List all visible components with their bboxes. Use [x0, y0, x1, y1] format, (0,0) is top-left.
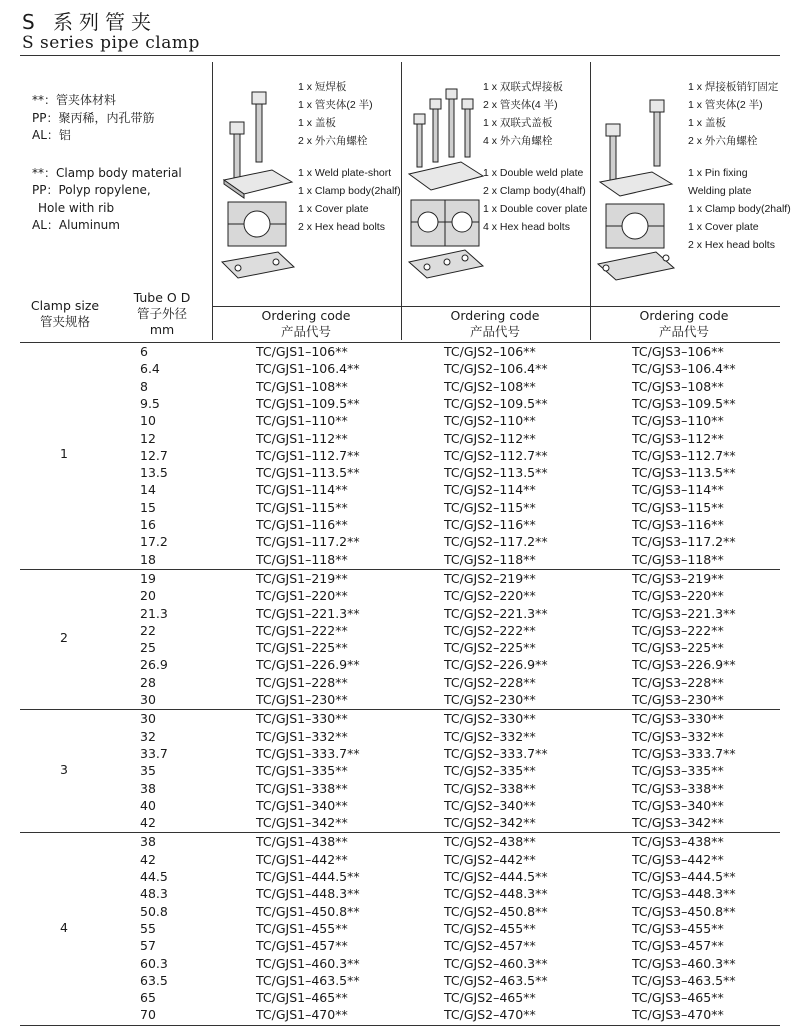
ordering-code-cell: TC/GJS1–106.4**	[256, 361, 360, 377]
ordering-code-cell: TC/GJS1–333.7**	[256, 745, 360, 761]
ordering-code-cell: TC/GJS3–333.7**	[632, 745, 736, 761]
tube-od-cell: 42	[140, 815, 156, 831]
clamp-size-cell: 2	[60, 630, 68, 646]
ordering-code-cell: TC/GJS1–442**	[256, 851, 348, 867]
ordering-code-cell: TC/GJS2–112**	[444, 430, 536, 446]
ordering-code-cell: TC/GJS2–442**	[444, 851, 536, 867]
ordering-code-cell: TC/GJS2–342**	[444, 815, 536, 831]
title-underline	[20, 55, 780, 56]
tube-od-cell: 6.4	[140, 361, 160, 377]
ordering-code-cell: TC/GJS3–470**	[632, 1007, 724, 1023]
ordering-code-cell: TC/GJS3–222**	[632, 622, 724, 638]
tube-od-cell: 70	[140, 1007, 156, 1023]
kit-2-parts	[483, 78, 587, 236]
ordering-code-cell: TC/GJS1–470**	[256, 1007, 348, 1023]
ordering-code-cell: TC/GJS1–444.5**	[256, 869, 360, 884]
kit-1-zh-4: 2 x 外六角螺栓	[298, 135, 368, 147]
ordering-code-cell: TC/GJS2–226.9**	[444, 657, 548, 673]
ordering-code-cell: TC/GJS3–438**	[632, 834, 724, 850]
ordering-code-cell: TC/GJS1–112.7**	[256, 447, 360, 463]
tube-od-cell: 13.5	[140, 465, 168, 481]
kit-1-en-3: 1 x Cover plate	[298, 203, 369, 215]
ordering-code-cell: TC/GJS3–444.5**	[632, 869, 736, 884]
ordering-code-cell: TC/GJS3–225**	[632, 640, 724, 656]
ordering-code-cell: TC/GJS2–438**	[444, 834, 536, 850]
header-tube-od	[120, 290, 204, 338]
ordering-code-cell: TC/GJS2–115**	[444, 499, 536, 515]
tube-od-cell: 8	[140, 378, 148, 394]
tube-od-cell: 65	[140, 990, 156, 1006]
ordering-code-cell: TC/GJS2–109.5**	[444, 395, 548, 411]
tube-od-cell: 33.7	[140, 745, 168, 761]
tube-od-cell: 35	[140, 763, 156, 779]
kit-divider-3	[590, 62, 591, 340]
ordering-code-cell: TC/GJS1–463.5**	[256, 972, 360, 988]
tube-od-cell: 6	[140, 344, 148, 359]
page-title-chinese: S 系列管夹	[22, 10, 158, 34]
ordering-code-cell: TC/GJS1–457**	[256, 938, 348, 954]
table-bottom-line	[20, 1025, 780, 1026]
ordering-code-en-3: Ordering code	[639, 308, 729, 323]
ordering-code-cell: TC/GJS3–332**	[632, 728, 724, 744]
ordering-code-cell: TC/GJS1–106**	[256, 344, 348, 359]
ordering-code-cell: TC/GJS3–117.2**	[632, 534, 736, 550]
ordering-code-cell: TC/GJS2–116**	[444, 517, 536, 532]
tube-od-cell: 18	[140, 551, 156, 567]
ordering-code-cell: TC/GJS2–117.2**	[444, 534, 548, 550]
ordering-code-cell: TC/GJS1–335**	[256, 763, 348, 779]
ordering-code-cell: TC/GJS2–463.5**	[444, 972, 548, 988]
ordering-code-cell: TC/GJS1–226.9**	[256, 657, 360, 673]
header-clamp-size	[22, 298, 108, 330]
header-ordering-code-3	[594, 308, 774, 340]
ordering-code-cell: TC/GJS2–113.5**	[444, 465, 548, 481]
ordering-code-cell: TC/GJS3–338**	[632, 780, 724, 796]
kit-1-zh-3: 1 x 盖板	[298, 117, 336, 129]
ordering-code-cell: TC/GJS2–114**	[444, 482, 536, 498]
tube-od-cell: 21.3	[140, 605, 168, 621]
ordering-code-cell: TC/GJS3–219**	[632, 570, 724, 586]
ordering-code-cell: TC/GJS2–112.7**	[444, 447, 548, 463]
legend-en-1: **：Clamp body material	[32, 165, 182, 180]
tube-od-cell: 19	[140, 570, 156, 586]
ordering-code-cell: TC/GJS3–108**	[632, 378, 724, 394]
ordering-code-cell: TC/GJS3–106**	[632, 344, 724, 359]
ordering-code-cell: TC/GJS2–450.8**	[444, 903, 548, 919]
ordering-code-cell: TC/GJS2–225**	[444, 640, 536, 656]
ordering-code-cell: TC/GJS3–450.8**	[632, 903, 736, 919]
legend-en-2: PP：Polyp ropylene,	[32, 183, 151, 197]
kit-3-en-2: Welding plate	[688, 185, 752, 197]
tube-od-cell: 50.8	[140, 903, 168, 919]
kit-single-clamp	[216, 62, 400, 302]
clamp-size-cell: 1	[60, 446, 68, 462]
tube-od-cell: 20	[140, 588, 156, 604]
tube-od-cell: 48.3	[140, 886, 168, 902]
ordering-code-cell: TC/GJS2–338**	[444, 780, 536, 796]
legend-zh-2: PP：聚丙稀，内孔带筋	[32, 110, 155, 125]
ordering-code-cell: TC/GJS3–342**	[632, 815, 724, 831]
tube-od-cell: 9.5	[140, 395, 160, 411]
tube-od-cell: 30	[140, 711, 156, 727]
kit-2-en-1: 1 x Double weld plate	[483, 167, 584, 179]
kit-3-en-4: 1 x Cover plate	[688, 221, 759, 233]
ordering-code-cell: TC/GJS1–230**	[256, 692, 348, 707]
kit-2-en-4: 4 x Hex head bolts	[483, 221, 570, 233]
ordering-code-cell: TC/GJS2–221.3**	[444, 605, 548, 621]
kit-2-zh-1: 1 x 双联式焊接板	[483, 81, 563, 93]
single-clamp-drawing	[216, 62, 296, 292]
ordering-code-cell: TC/GJS1–110**	[256, 413, 348, 429]
ordering-code-en-1: Ordering code	[261, 308, 351, 323]
tube-od-cell: 22	[140, 622, 156, 638]
ordering-code-cell: TC/GJS1–220**	[256, 588, 348, 604]
kit-2-en-2: 2 x Clamp body(4half)	[483, 185, 586, 197]
ordering-code-zh-3: 产品代号	[658, 324, 709, 339]
ordering-code-cell: TC/GJS3–460.3**	[632, 955, 736, 971]
ordering-code-cell: TC/GJS3–340**	[632, 797, 724, 813]
ordering-code-cell: TC/GJS1–118**	[256, 551, 348, 567]
ordering-code-cell: TC/GJS3–226.9**	[632, 657, 736, 673]
ordering-code-cell: TC/GJS3–115**	[632, 499, 724, 515]
ordering-code-cell: TC/GJS1–340**	[256, 797, 348, 813]
ordering-code-cell: TC/GJS1–221.3**	[256, 605, 360, 621]
ordering-code-cell: TC/GJS2–457**	[444, 938, 536, 954]
page-title-english: S series pipe clamp	[22, 33, 200, 53]
tube-od-cell: 14	[140, 482, 156, 498]
ordering-code-cell: TC/GJS2–230**	[444, 692, 536, 707]
kit-3-en-3: 1 x Clamp body(2half)	[688, 203, 791, 215]
ordering-code-cell: TC/GJS3–116**	[632, 517, 724, 532]
ordering-code-cell: TC/GJS3–112**	[632, 430, 724, 446]
ordering-code-cell: TC/GJS3–114**	[632, 482, 724, 498]
tube-od-cell: 60.3	[140, 955, 168, 971]
ordering-code-cell: TC/GJS2–110**	[444, 413, 536, 429]
ordering-code-cell: TC/GJS1–455**	[256, 920, 348, 936]
tube-od-cell: 15	[140, 499, 156, 515]
tube-od-cell: 32	[140, 728, 156, 744]
ordering-code-cell: TC/GJS3–455**	[632, 920, 724, 936]
kit-1-parts	[298, 78, 401, 236]
tube-od-cell: 28	[140, 674, 156, 690]
tube-od-cell: 26.9	[140, 657, 168, 673]
legend-en-3: Hole with rib	[38, 200, 115, 215]
material-legend	[32, 92, 182, 235]
ordering-code-cell: TC/GJS3–110**	[632, 413, 724, 429]
ordering-code-cell: TC/GJS3–335**	[632, 763, 724, 779]
ordering-code-cell: TC/GJS1–117.2**	[256, 534, 360, 550]
tube-od-cell: 12.7	[140, 447, 168, 463]
ordering-code-cell: TC/GJS2–106**	[444, 344, 536, 359]
ordering-code-cell: TC/GJS1–114**	[256, 482, 348, 498]
ordering-code-cell: TC/GJS1–228**	[256, 674, 348, 690]
kit-3-zh-1: 1 x 焊接板销钉固定	[688, 81, 779, 93]
ordering-code-cell: TC/GJS2–108**	[444, 378, 536, 394]
kit-divider-1	[212, 62, 213, 340]
kit-1-en-4: 2 x Hex head bolts	[298, 221, 385, 233]
ordering-code-cell: TC/GJS3–220**	[632, 588, 724, 604]
ordering-code-cell: TC/GJS3–221.3**	[632, 605, 736, 621]
tube-od-cell: 25	[140, 640, 156, 656]
ordering-code-zh-2: 产品代号	[469, 324, 520, 339]
tube-od-cell: 38	[140, 780, 156, 796]
header-ordering-code-1	[216, 308, 396, 340]
ordering-code-cell: TC/GJS3–106.4**	[632, 361, 736, 377]
tube-od-cell: 17.2	[140, 534, 168, 550]
legend-en-4: AL：Aluminum	[32, 218, 120, 232]
ordering-code-cell: TC/GJS3–448.3**	[632, 886, 736, 902]
ordering-code-cell: TC/GJS2–465**	[444, 990, 536, 1006]
header-clamp-size-en: Clamp size	[30, 298, 100, 313]
ordering-code-cell: TC/GJS1–438**	[256, 834, 348, 850]
header-tube-od-zh: 管子外径	[136, 306, 187, 321]
kit-3-en-1: 1 x Pin fixing	[688, 167, 748, 179]
header-tube-od-en: Tube O D	[133, 290, 191, 305]
kit-1-zh-1: 1 x 短焊板	[298, 81, 347, 93]
ordering-code-cell: TC/GJS2–448.3**	[444, 886, 548, 902]
ordering-code-cell: TC/GJS2–333.7**	[444, 745, 548, 761]
kit-1-zh-2: 1 x 管夹体(2 半)	[298, 99, 373, 111]
kit-1-en-2: 1 x Clamp body(2half)	[298, 185, 401, 197]
tube-od-cell: 63.5	[140, 972, 168, 988]
ordering-code-cell: TC/GJS3–465**	[632, 990, 724, 1006]
ordering-code-cell: TC/GJS1–225**	[256, 640, 348, 656]
ordering-code-cell: TC/GJS2–118**	[444, 551, 536, 567]
ordering-code-cell: TC/GJS2–220**	[444, 588, 536, 604]
tube-od-cell: 38	[140, 834, 156, 850]
ordering-code-cell: TC/GJS1–465**	[256, 990, 348, 1006]
ordering-code-cell: TC/GJS2–335**	[444, 763, 536, 779]
ordering-code-cell: TC/GJS3–442**	[632, 851, 724, 867]
tube-od-cell: 44.5	[140, 869, 168, 884]
ordering-code-cell: TC/GJS2–228**	[444, 674, 536, 690]
ordering-code-cell: TC/GJS3–113.5**	[632, 465, 736, 481]
legend-zh-1: **：管夹体材料	[32, 93, 117, 107]
ordering-code-cell: TC/GJS3–109.5**	[632, 395, 736, 411]
ordering-code-cell: TC/GJS1–338**	[256, 780, 348, 796]
ordering-code-cell: TC/GJS2–219**	[444, 570, 536, 586]
ordering-code-cell: TC/GJS1–108**	[256, 378, 348, 394]
ordering-code-cell: TC/GJS3–463.5**	[632, 972, 736, 988]
kit-1-en-1: 1 x Weld plate-short	[298, 167, 392, 179]
ordering-code-cell: TC/GJS1–113.5**	[256, 465, 360, 481]
ordering-code-cell: TC/GJS1–116**	[256, 517, 348, 532]
ordering-code-cell: TC/GJS2–330**	[444, 711, 536, 727]
ordering-code-cell: TC/GJS2–460.3**	[444, 955, 548, 971]
kit-2-en-3: 1 x Double cover plate	[483, 203, 588, 215]
ordering-code-cell: TC/GJS1–115**	[256, 499, 348, 515]
kit-double-clamp	[405, 62, 589, 302]
ordering-code-cell: TC/GJS1–450.8**	[256, 903, 360, 919]
tube-od-cell: 40	[140, 797, 156, 813]
kit-3-parts	[688, 78, 791, 254]
ordering-code-cell: TC/GJS2–455**	[444, 920, 536, 936]
ordering-code-cell: TC/GJS1–342**	[256, 815, 348, 831]
ordering-code-cell: TC/GJS1–112**	[256, 430, 348, 446]
double-clamp-drawing	[405, 62, 485, 292]
kit-3-zh-2: 1 x 管夹体(2 半)	[688, 99, 763, 111]
ordering-code-cell: TC/GJS3–457**	[632, 938, 724, 954]
ordering-code-en-2: Ordering code	[450, 308, 540, 323]
ordering-code-cell: TC/GJS1–460.3**	[256, 955, 360, 971]
header-clamp-size-zh: 管夹规格	[39, 314, 90, 329]
ordering-code-cell: TC/GJS3–230**	[632, 692, 724, 707]
ordering-code-cell: TC/GJS2–222**	[444, 622, 536, 638]
tube-od-cell: 30	[140, 692, 156, 707]
ordering-code-cell: TC/GJS1–448.3**	[256, 886, 360, 902]
ordering-code-cell: TC/GJS1–222**	[256, 622, 348, 638]
ordering-code-cell: TC/GJS2–106.4**	[444, 361, 548, 377]
tube-od-cell: 10	[140, 413, 156, 429]
ordering-code-header-top	[212, 306, 780, 307]
ordering-code-cell: TC/GJS3–330**	[632, 711, 724, 727]
legend-zh-3: AL：铝	[32, 128, 71, 142]
tube-od-cell: 55	[140, 920, 156, 936]
ordering-code-cell: TC/GJS3–118**	[632, 551, 724, 567]
kit-2-zh-3: 1 x 双联式盖板	[483, 117, 553, 129]
ordering-code-cell: TC/GJS1–219**	[256, 570, 348, 586]
tube-od-cell: 42	[140, 851, 156, 867]
ordering-code-cell: TC/GJS2–470**	[444, 1007, 536, 1023]
ordering-code-cell: TC/GJS3–228**	[632, 674, 724, 690]
kit-2-zh-4: 4 x 外六角螺栓	[483, 135, 553, 147]
kit-divider-2	[401, 62, 402, 340]
header-tube-od-unit: mm	[149, 322, 175, 337]
ordering-code-cell: TC/GJS3–112.7**	[632, 447, 736, 463]
tube-od-cell: 12	[140, 430, 156, 446]
clamp-size-cell: 4	[60, 919, 68, 935]
ordering-code-cell: TC/GJS1–109.5**	[256, 395, 360, 411]
kit-3-zh-3: 1 x 盖板	[688, 117, 726, 129]
clamp-size-cell: 3	[60, 761, 68, 777]
header-ordering-code-2	[405, 308, 585, 340]
kit-2-zh-2: 2 x 管夹体(4 半)	[483, 99, 558, 111]
ordering-code-zh-1: 产品代号	[280, 324, 331, 339]
pin-fixing-clamp-drawing	[594, 62, 678, 292]
tube-od-cell: 16	[140, 517, 156, 532]
ordering-code-cell: TC/GJS1–332**	[256, 728, 348, 744]
ordering-code-cell: TC/GJS2–340**	[444, 797, 536, 813]
kit-pin-fixing-clamp	[594, 62, 790, 302]
ordering-code-cell: TC/GJS2–444.5**	[444, 869, 548, 884]
tube-od-cell: 57	[140, 938, 156, 954]
ordering-code-cell: TC/GJS2–332**	[444, 728, 536, 744]
kit-3-zh-4: 2 x 外六角螺栓	[688, 135, 758, 147]
kit-3-en-5: 2 x Hex head bolts	[688, 239, 775, 251]
ordering-code-cell: TC/GJS1–330**	[256, 711, 348, 727]
